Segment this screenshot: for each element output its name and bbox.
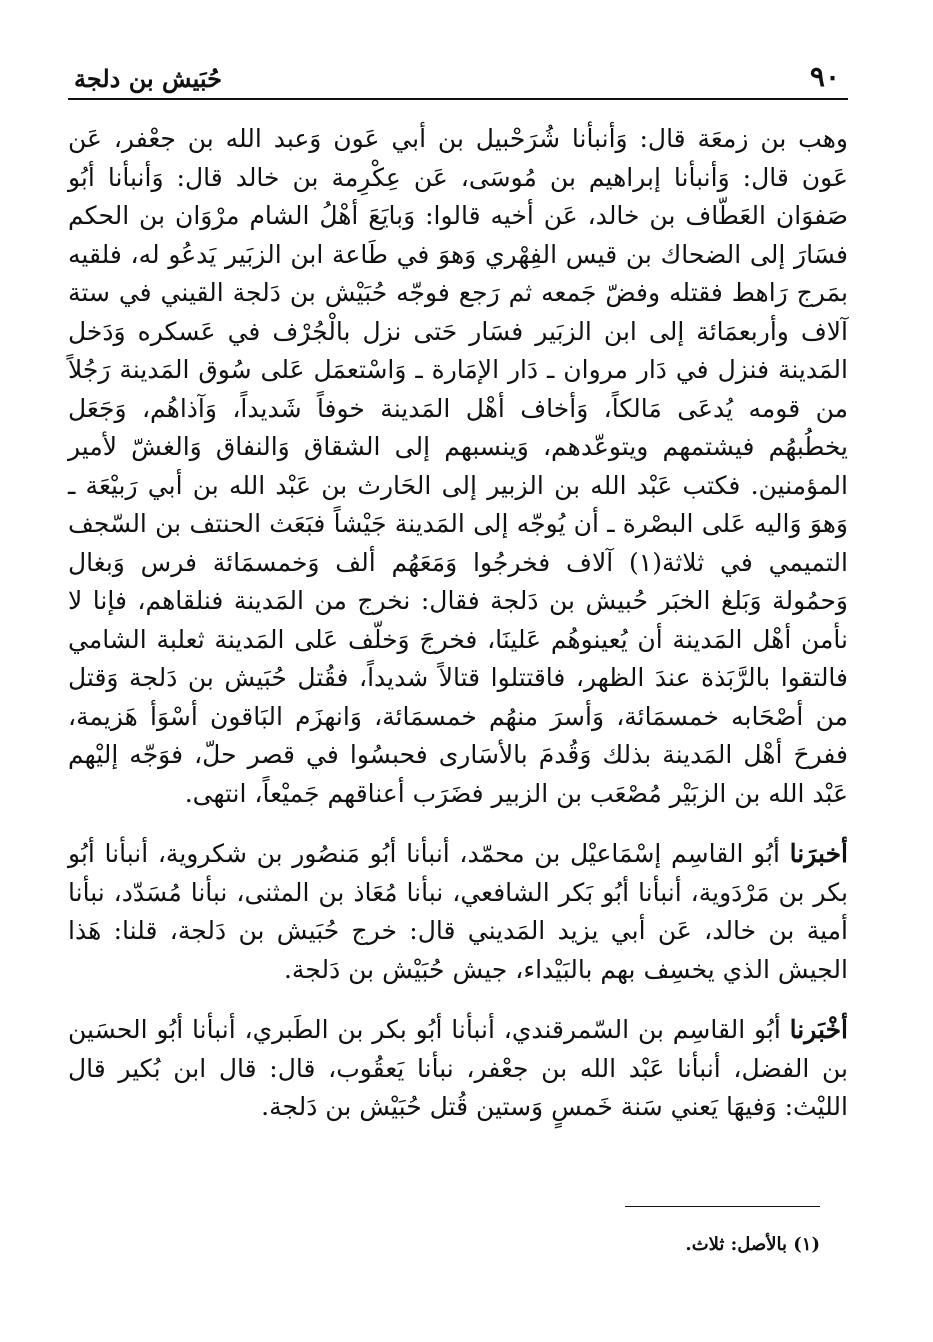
footnote-text: بالأصل: ثلاث. <box>685 1234 787 1255</box>
paragraph-2-lead: أخبرَنا <box>789 839 848 868</box>
paragraph-2 <box>68 835 848 989</box>
paragraph-1 <box>68 120 848 813</box>
paragraph-1-text: وهب بن زمعَة قال: وَأنبأنا شُرَحْبيل بن أبي عَون وَعبد الله بن جعْفر، عَن عَون قال: وَأنبأنا إبراهيم بن مُوسَى، عَن عِكْرِمة بن خالد قال: وَأنبأنا أبُو صَفوَان العَطّاف بن خالد، عَن أخيه قالوا: وَبايَعَ أهْلُ الشام مرْوَان بن الحكم فسَارَ إلى الضحاك بن قيس الفِهْري وَهوَ في طَاعة ابن الزبَير يَدعُو له، فلقيه بمَرج رَاهط فقتله وفضّ جَمعه ثم رَجع فوجّه حُبَيْش بن دَلجة القيني في ستة آلاف وأربعمَائة إلى ابن الزبَير فسَار حَتى نزل بالْجُرْف في عَسكره وَدَخل المَدينة فنزل في دَار مروان ـ دَار الإمَارة ـ وَاسْتعمَل عَلى سُوق المَدينة رَجُلاً من قومه يُدعَى مَالكاً، وَأخاف أهْل المَدينة خوفاً شَديداً، وَآذاهُم، وَجَعَل يخطُبهُم فيشتمهم ويتوعّدهم، وَينسبهم إلى الشقاق وَالنفاق وَالغشّ لأمير المؤمنين. فكتب عَبْد الله بن الزبير إلى الحَارث بن عَبْد الله بن أبي رَبيْعَة ـ وَهوَ وَاليه عَلى البصْرة ـ أن يُوجّه إلى المَدينة جَيْشاً فبَعَث الحنتف بن السّجف التميمي في ثلاثة(١) آلاف فخرجُوا وَمَعَهُم ألف وَخمسمَائة فرس وَبغال وَحمُولة وَبَلغ الخبَر حُبيش بن دَلجة فقال: نخرج من المَدينة فنلقاهم، فإنا لا نأمن أهْل المَدينة أن يُعينوهُم عَلينَا، فخرجَ وَخلّف عَلى المَدينة ثعلبة الشامي فالتقوا بالرَّبَذة عندَ الظهر، فاقتتلوا قتالاً شديداً، فقُتل حُبَيش بن دَلجة وَقتل من أصْحَابه خمسمَائة، وَأسرَ منهُم خمسمَائة، وَانهزَم البَاقون أسْوَأ هَزيمة، ففرحَ أهْل المَدينة بذلك وَقُدمَ بالأسَارى فحبسُوا في قصر حلّ، فوَجّه إليْهم عَبْد الله بن الزبَيْر مُصْعَب بن الزبير فضَرَب أعناقهم جَميْعاً، انتهى. <box>68 124 848 808</box>
page-number: ٩٠ <box>809 60 840 93</box>
paragraph-2-text: أبُو القاسِم إسْمَاعيْل بن محمّد، أنبأنا أبُو مَنصُور بن شكروية، أنبأنا أبُو بكر بن مَرْدَوية، أنبأنا أبُو بَكر الشافعي، نبأنا مُعَاذ بن المثنى، نبأنا مُسَدّد، نبأنا أمية بن خالد، عَن أبي يزيد المَديني قال: خرج حُبَيش بن دَلجة، قلنا: هَذا الجيش الذي يخسِف بهم بالبَيْداء، جيش حُبَيْش بن دَلجة. <box>68 839 848 984</box>
paragraph-3-lead: أخْبَرنا <box>789 1015 848 1044</box>
footnote-divider <box>625 1206 820 1207</box>
paragraph-3 <box>68 1011 848 1127</box>
page-header <box>68 56 848 100</box>
paragraph-3-text: أبُو القاسِم بن السّمرقندي، أنبأنا أبُو بكر بن الطَبري، أنبأنا أبُو الحسَين بن الفضل، أنبأنا عَبْد الله بن جعْفر، نبأنا يَعقُوب، قال: قال ابن بُكير قال الليْث: وَفيهَا يَعني سَنة خَمسٍ وَستين قُتل حُبَيْش بن دَلجة. <box>68 1015 848 1121</box>
footnote-marker: (١) <box>793 1234 820 1255</box>
footnote <box>540 1234 820 1255</box>
body-text <box>68 120 848 1127</box>
running-title: حُبَيش بن دلجة <box>74 64 222 93</box>
